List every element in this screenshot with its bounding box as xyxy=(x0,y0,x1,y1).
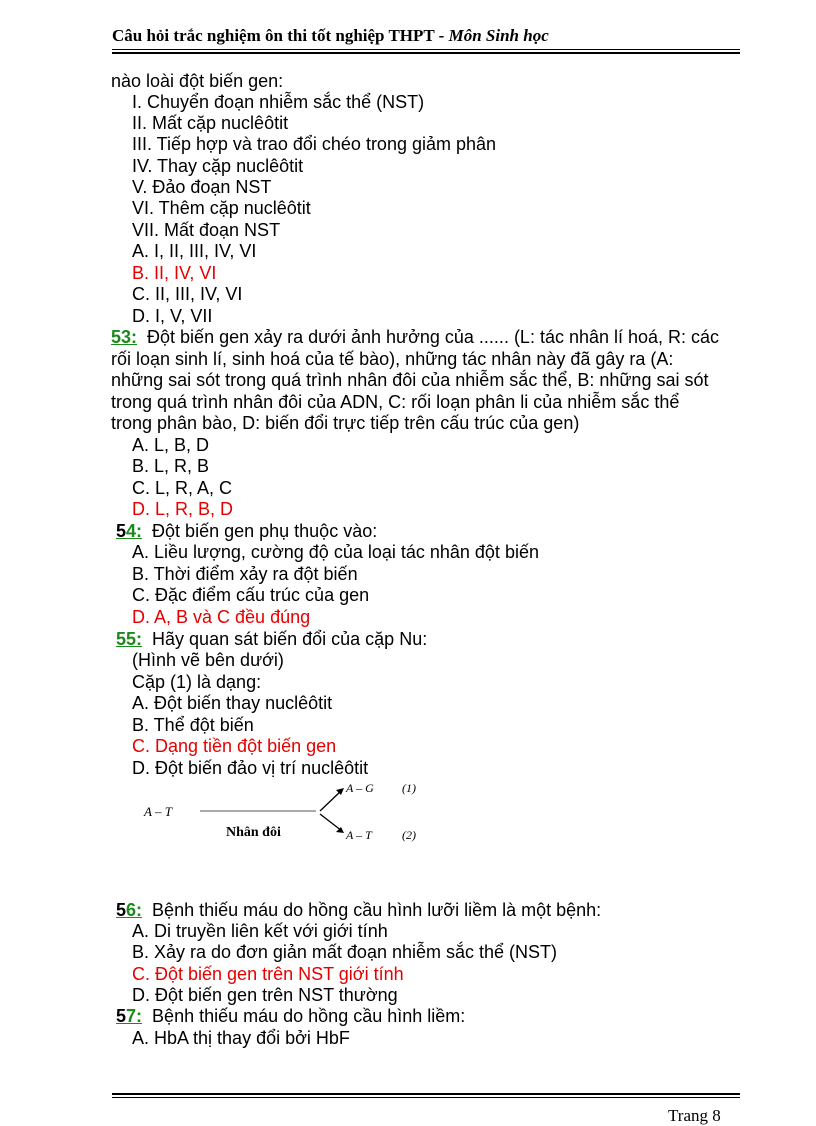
figure-arrow-down xyxy=(320,814,342,831)
q52-item: VII. Mất đoạn NST xyxy=(132,220,281,240)
figure-label-1: (1) xyxy=(402,781,416,795)
q57-text: Bệnh thiếu máu do hồng cầu hình liềm: xyxy=(152,1006,466,1026)
q55-note: (Hình vẽ bên dưới) xyxy=(132,650,284,670)
q52-option-c: C. II, III, IV, VI xyxy=(132,284,243,304)
q56-option-d: D. Đột biến gen trên NST thường xyxy=(132,985,398,1005)
q54-option-d-answer: D. A, B và C đều đúng xyxy=(132,607,311,627)
figure-label-2: (2) xyxy=(402,828,416,842)
q53-number: 53: xyxy=(111,327,138,347)
q54-option-a: A. Liều lượng, cường độ của loại tác nhân đột biến xyxy=(132,542,539,562)
q52-option-d: D. I, V, VII xyxy=(132,306,213,326)
header-subject: Môn Sinh học xyxy=(448,26,549,45)
q55-option-d: D. Đột biến đảo vị trí nuclêôtit xyxy=(132,758,369,778)
q53-line: trong phân bào, D: biến đổi trực tiếp trên cấu trúc của gen) xyxy=(111,413,580,433)
figure-result-2: A – T xyxy=(346,828,372,842)
q54-question xyxy=(116,521,377,542)
q55-number: 55: xyxy=(116,629,143,649)
q55-option-c-answer: C. Dạng tiền đột biến gen xyxy=(132,736,337,756)
figure-source-pair: A – T xyxy=(144,804,172,819)
q53-line: những sai sót trong quá trình nhân đôi của nhiễm sắc thể, B: những sai sót xyxy=(111,370,709,390)
q56-text: Bệnh thiếu máu do hồng cầu hình lưỡi liềm là một bệnh: xyxy=(152,900,602,920)
page-header-title xyxy=(112,26,549,46)
page-number: Trang 8 xyxy=(668,1106,721,1125)
q56-question xyxy=(116,900,601,921)
footer-rule-thick xyxy=(112,1093,740,1095)
q52-option-a: A. I, II, III, IV, VI xyxy=(132,241,257,261)
q54-option-c: C. Đặc điểm cấu trúc của gen xyxy=(132,585,370,605)
header-rule-thin xyxy=(112,49,740,50)
footer-rule-thin xyxy=(112,1097,740,1098)
figure-arrow-up xyxy=(320,790,342,811)
q52-item: I. Chuyển đoạn nhiễm sắc thể (NST) xyxy=(132,92,425,112)
q55-text: Hãy quan sát biến đổi của cặp Nu: xyxy=(152,629,428,649)
nucleotide-pair-figure xyxy=(138,778,438,854)
q53-option-d-answer: D. L, R, B, D xyxy=(132,499,234,519)
q52-item: IV. Thay cặp nuclêôtit xyxy=(132,156,304,176)
q53-line: Đột biến gen xảy ra dưới ảnh hưởng của ...... (L: tác nhân lí hoá, R: các xyxy=(147,327,720,347)
q55-option-a: A. Đột biến thay nuclêôtit xyxy=(132,693,333,713)
q53-option-b: B. L, R, B xyxy=(132,456,210,476)
q56-option-b: B. Xảy ra do đơn giản mất đoạn nhiễm sắc thể (NST) xyxy=(132,942,558,962)
header-rule-thick xyxy=(112,52,740,54)
q54-option-b: B. Thời điểm xảy ra đột biến xyxy=(132,564,358,584)
q53-option-c: C. L, R, A, C xyxy=(132,478,233,498)
q52-item: V. Đảo đoạn NST xyxy=(132,177,272,197)
q53-question xyxy=(111,327,771,435)
q52-option-b-answer: B. II, IV, VI xyxy=(132,263,217,283)
q55-prompt: Cặp (1) là dạng: xyxy=(132,672,262,692)
q53-line: rối loạn sinh lí, sinh hoá của tế bào), những tác nhân này đã gây ra (A: xyxy=(111,348,674,369)
header-separator: - xyxy=(438,26,445,45)
header-title-text: Câu hỏi trắc nghiệm ôn thi tốt nghiệp THPT xyxy=(112,26,435,45)
q55-question xyxy=(116,629,427,650)
q54-number: 54: xyxy=(116,521,143,541)
q55-option-b: B. Thể đột biến xyxy=(132,715,254,735)
q56-option-c-answer: C. Đột biến gen trên NST giới tính xyxy=(132,964,404,984)
q52-item: III. Tiếp hợp và trao đổi chéo trong giảm phân xyxy=(132,134,497,154)
q57-option-a: A. HbA thị thay đổi bởi HbF xyxy=(132,1028,350,1048)
figure-process-label: Nhân đôi xyxy=(226,825,281,840)
q54-text: Đột biến gen phụ thuộc vào: xyxy=(152,521,378,541)
q52-item: II. Mất cặp nuclêôtit xyxy=(132,113,289,133)
q57-number: 57: xyxy=(116,1006,143,1026)
q52-continuation: nào loài đột biến gen: xyxy=(111,71,284,91)
q53-line: trong quá trình nhân đôi của ADN, C: rối loạn phân li của nhiễm sắc thể xyxy=(111,391,680,412)
q52-item: VI. Thêm cặp nuclêôtit xyxy=(132,198,311,218)
figure-result-1: A – G xyxy=(346,781,374,795)
q57-question xyxy=(116,1006,465,1027)
q56-option-a: A. Di truyền liên kết với giới tính xyxy=(132,921,388,941)
q56-number: 56: xyxy=(116,900,143,920)
q53-option-a: A. L, B, D xyxy=(132,435,210,455)
